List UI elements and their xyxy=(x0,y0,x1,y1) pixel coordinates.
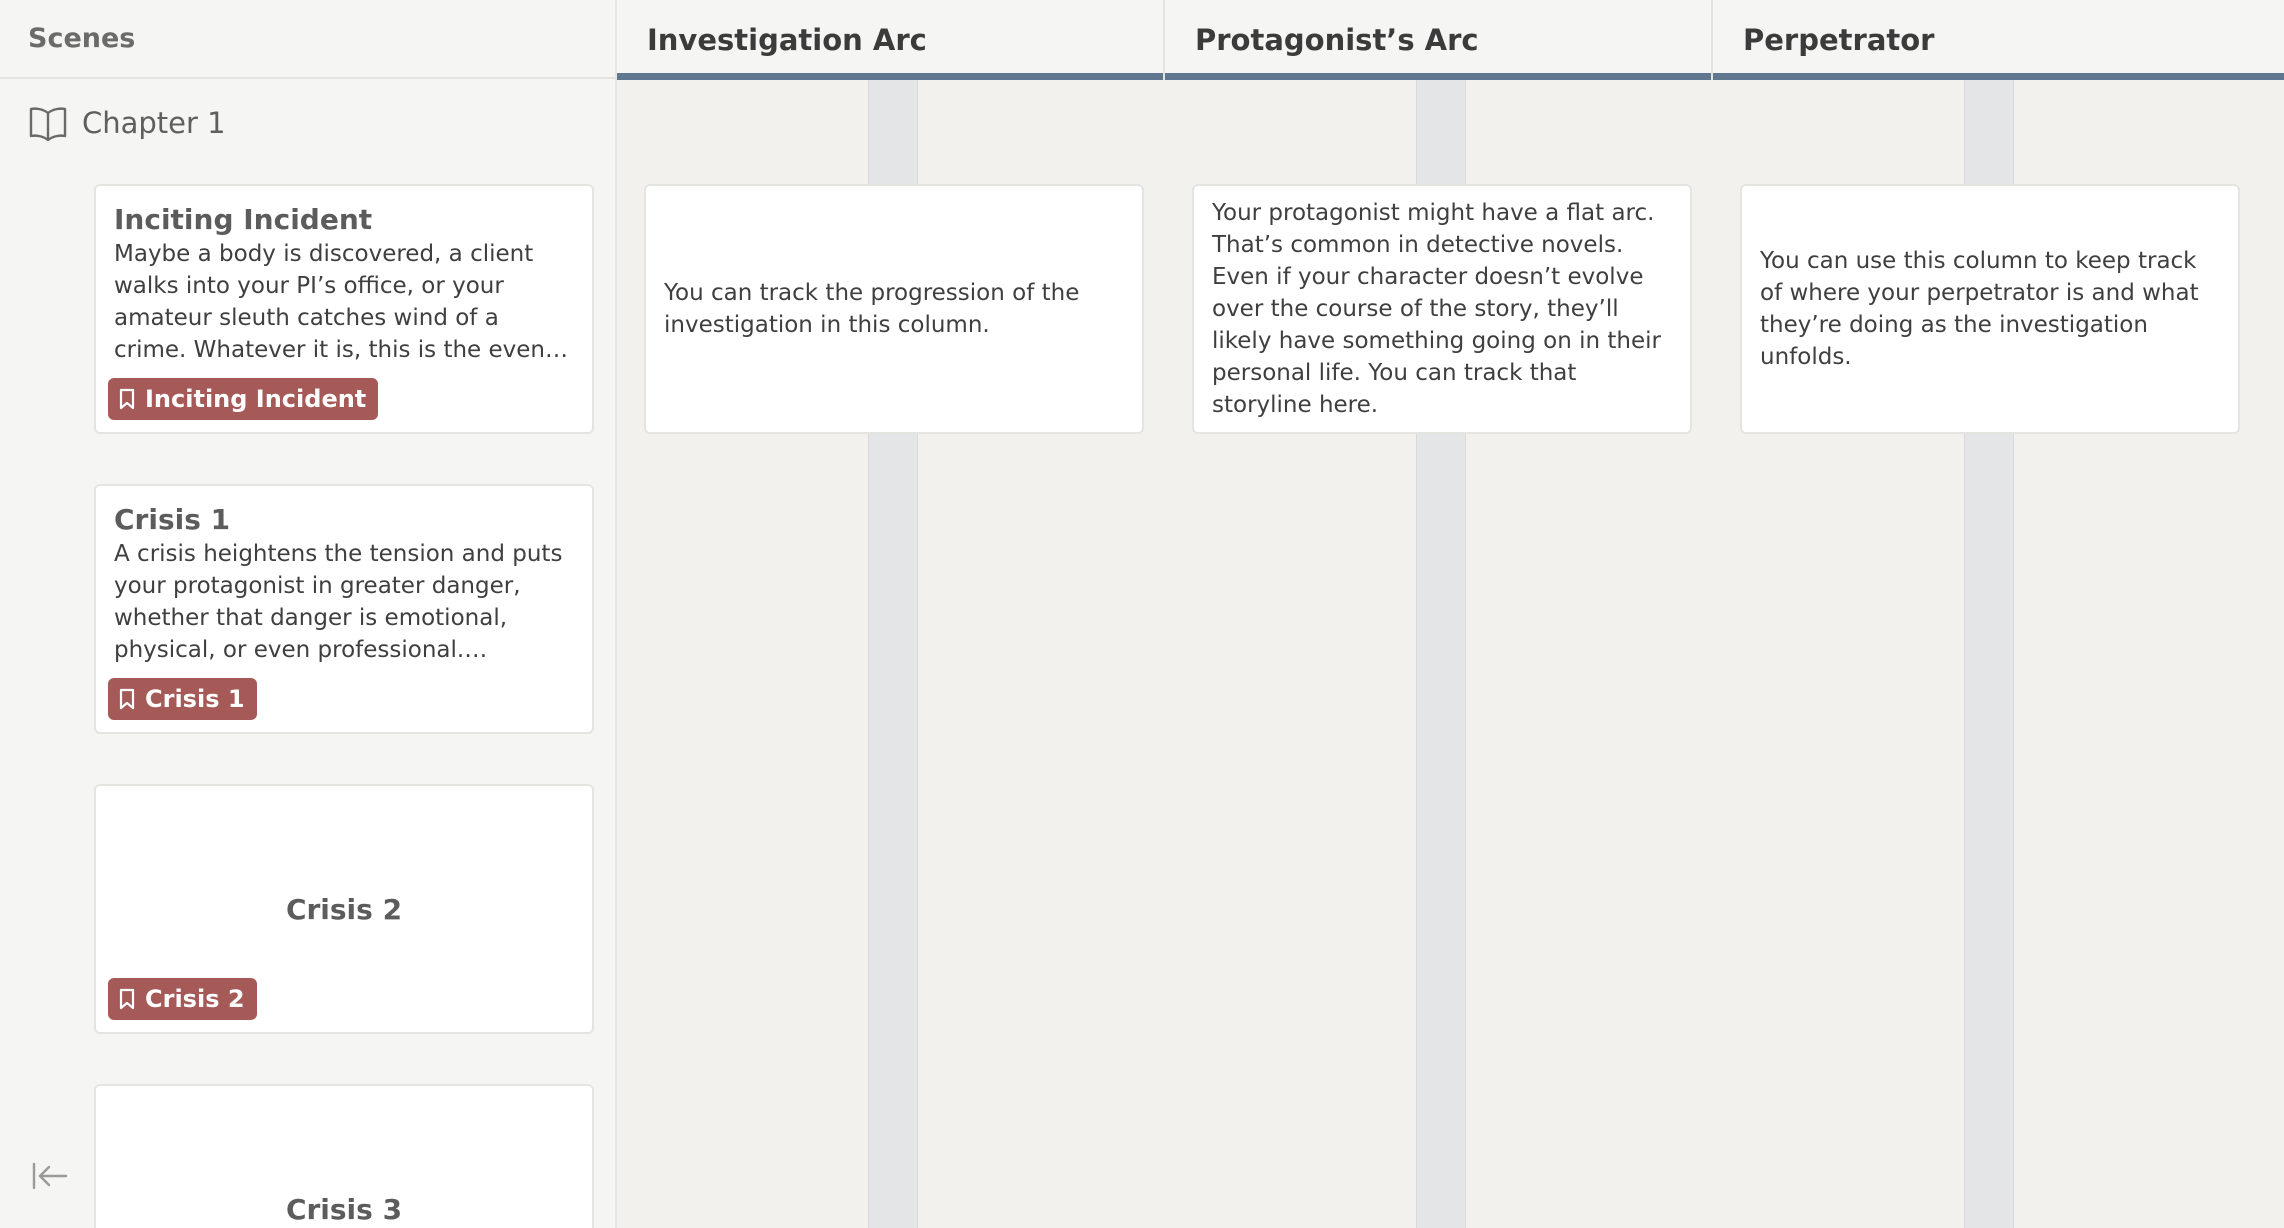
bookmark-icon xyxy=(118,388,136,410)
plot-columns xyxy=(617,0,2284,1228)
bookmark-icon xyxy=(118,988,136,1010)
column-header[interactable]: Perpetrator xyxy=(1713,0,2261,80)
collapse-left-icon xyxy=(30,1177,70,1196)
scene-card-crisis-2[interactable] xyxy=(94,784,594,1034)
scene-title: Inciting Incident xyxy=(114,203,373,236)
scene-tag-label: Inciting Incident xyxy=(145,385,367,413)
scene-card-crisis-3[interactable] xyxy=(94,1084,594,1228)
scene-tag[interactable] xyxy=(108,678,257,720)
chapter-label: Chapter 1 xyxy=(82,106,226,140)
scene-description xyxy=(114,238,574,366)
column-perpetrator xyxy=(1713,0,2261,1228)
scene-card-inciting-incident[interactable] xyxy=(94,184,594,434)
plot-card-text: You can use this column to keep track of where your perpetrator is and what they’re doing as the investigation unfolds. xyxy=(1760,248,2199,370)
plot-card[interactable] xyxy=(1192,184,1692,434)
scenes-panel xyxy=(0,0,617,1228)
plot-card-text: Your protagonist might have a flat arc. That’s common in detective novels. Even if your character doesn’t evolve over the course of the story, they’ll likely have something going on in their personal life. You can track that storyline here. xyxy=(1212,200,1661,418)
collapse-panel-button[interactable] xyxy=(30,1160,70,1192)
scene-tag-label: Crisis 2 xyxy=(145,985,245,1013)
scene-tag-label: Crisis 1 xyxy=(145,685,245,713)
scene-title: Crisis 1 xyxy=(114,503,231,536)
scene-tag[interactable] xyxy=(108,378,378,420)
plot-card[interactable] xyxy=(644,184,1144,434)
chapter-row[interactable] xyxy=(28,100,226,146)
scene-description-text: A crisis heightens the tension and puts your protagonist in greater danger, whether that danger is emotional, physical, or even professional. xyxy=(114,541,563,663)
scene-description-text: Maybe a body is discovered, a client walks into your PI’s office, or your amateur sleuth catches wind of a crime. Whatever it is, this is the event xyxy=(114,241,555,363)
scene-card-crisis-1[interactable] xyxy=(94,484,594,734)
column-protagonists-arc xyxy=(1165,0,1713,1228)
scene-description xyxy=(114,538,574,666)
scene-title: Crisis 3 xyxy=(285,1193,403,1226)
column-header[interactable]: Protagonist’s Arc xyxy=(1165,0,1713,80)
scene-title: Crisis 2 xyxy=(285,893,403,926)
plot-card-text: You can track the progression of the investigation in this column. xyxy=(664,280,1080,338)
next-column-header-edge xyxy=(2259,0,2284,80)
column-investigation-arc xyxy=(617,0,1165,1228)
scenes-header: Scenes xyxy=(0,0,617,79)
bookmark-icon xyxy=(118,688,136,710)
book-open-icon xyxy=(28,105,68,141)
scene-tag[interactable] xyxy=(108,978,257,1020)
column-header[interactable]: Investigation Arc xyxy=(617,0,1165,80)
plot-card[interactable] xyxy=(1740,184,2240,434)
